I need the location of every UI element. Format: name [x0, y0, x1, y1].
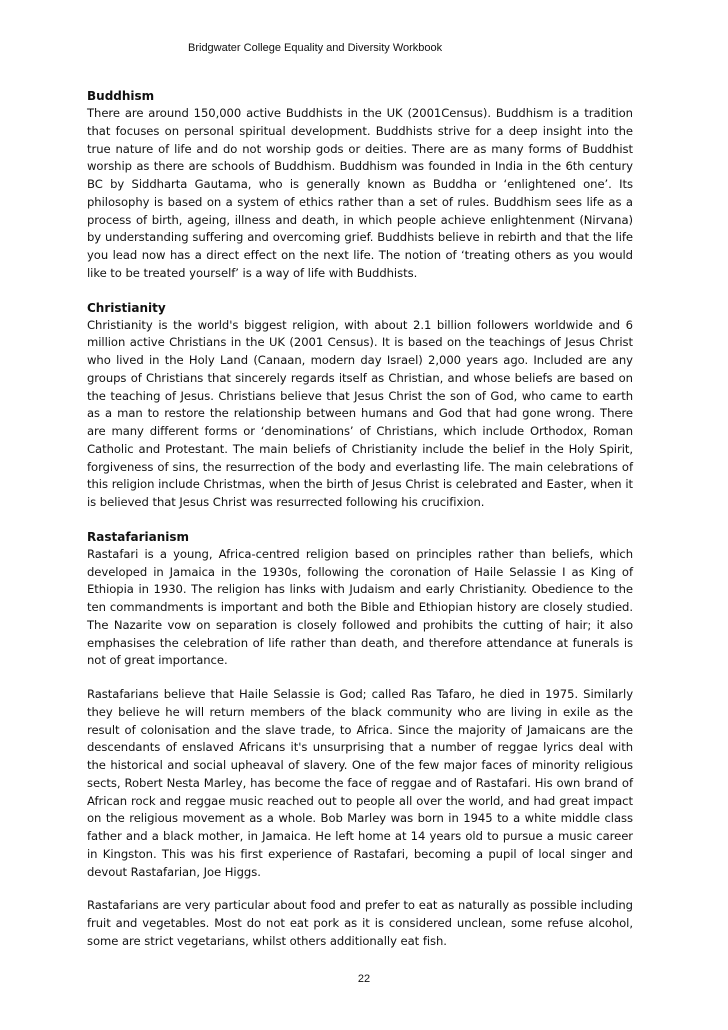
paragraph-rastafarianism-2: Rastafarians believe that Haile Selassie is God; called Ras Tafaro, he died in 1975. Similarly they believe he will return members of the black community who are living in exile as the result of colonisation and the slave trade, to Africa. Since the majority of Jamaicans are the descendants of enslaved Africans it's unsurprising that a number of reggae lyrics deal with the historical and social upheaval of slavery. One of the few major faces of minority religious sects, Robert Nesta Marley, has become the face of reggae and of Rastafari. His own brand of African rock and reggae music reached out to people all over the world, and had great impact on the religious movement as a whole. Bob Marley was born in 1945 to a white middle class father and a black mother, in Jamaica. He left home at 14 years old to pursue a music career in Kingston. This was his first experience of Rastafari, becoming a pupil of local singer and devout Rastafarian, Joe Higgs.	[87, 687, 633, 879]
section-rastafarianism	[87, 528, 633, 951]
paragraph-rastafarianism-1: Rastafari is a young, Africa-centred religion based on principles rather than beliefs, which developed in Jamaica in the 1930s, following the coronation of Haile Selassie I as King of Ethiopia in 1930. The religion has links with Judaism and early Christianity. Obedience to the ten commandments is important and both the Bible and Ethiopian history are closely studied. The Nazarite vow on separation is closely followed and prohibits the cutting of hair; it also emphasises the celebration of life rather than death, and therefore attendance at funerals is not of great importance.	[87, 546, 633, 668]
running-header: Bridgwater College Equality and Diversity Workbook	[188, 42, 443, 54]
paragraph-buddhism-1: There are around 150,000 active Buddhists in the UK (2001Census). Buddhism is a tradition that focuses on personal spiritual development. Buddhists strive for a deep insight into the true nature of life and do not worship gods or deities. There are as many forms of Buddhist worship as there are schools of Buddhism. Buddhism was founded in India in the 6th century BC by Siddharta Gautama, who is generally known as Buddha or ‘enlightened one’. Its philosophy is based on a system of ethics rather than a set of rules. Buddhism sees life as a process of birth, ageing, illness and death, in which people achieve enlightenment (Nirvana) by understanding suffering and overcoming grief. Buddhists believe in rebirth and that the life you lead now has a direct effect on the next life. The notion of ‘treating others as you would like to be treated yourself’ is a way of life with Buddhists.	[87, 106, 633, 280]
section-heading-christianity: Christianity	[87, 300, 166, 315]
paragraph-rastafarianism-3: Rastafarians are very particular about food and prefer to eat as naturally as possible including fruit and vegetables. Most do not eat pork as it is considered unclean, some refuse alcohol, some are strict vegetarians, whilst others additionally eat fish.	[87, 898, 633, 948]
page-content	[87, 87, 633, 951]
page-number: 22	[357, 973, 371, 985]
paragraph-christianity-1: Christianity is the world's biggest religion, with about 2.1 billion followers worldwide and 6 million active Christians in the UK (2001 Census). It is based on the teachings of Jesus Christ who lived in the Holy Land (Canaan, modern day Israel) 2,000 years ago. Included are any groups of Christians that sincerely regards itself as Christian, and whose beliefs are based on the teaching of Jesus. Christians believe that Jesus Christ the son of God, who came to earth as a man to restore the relationship between humans and God that had gone wrong. There are many different forms or ‘denominations’ of Christians, which include Orthodox, Roman Catholic and Protestant. The main beliefs of Christianity include the belief in the Holy Spirit, forgiveness of sins, the resurrection of the body and everlasting life. The main celebrations of this religion include Christmas, when the birth of Jesus Christ is celebrated and Easter, when it is believed that Jesus Christ was resurrected following his crucifixion.	[87, 317, 633, 509]
section-buddhism	[87, 87, 633, 283]
section-heading-buddhism: Buddhism	[87, 89, 155, 103]
section-christianity	[87, 299, 633, 512]
section-heading-rastafarianism: Rastafarianism	[87, 529, 190, 544]
